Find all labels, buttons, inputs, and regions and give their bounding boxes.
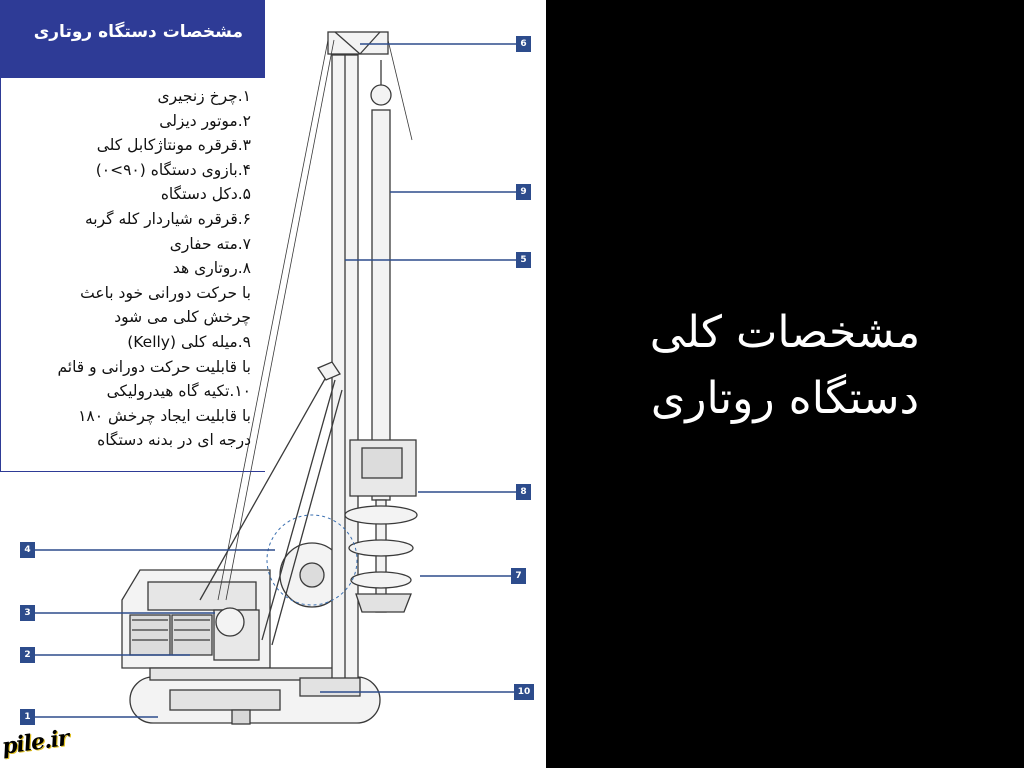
callout-8: 8 <box>516 484 531 500</box>
legend-item: ۹.میله کلی (Kelly) <box>127 332 251 351</box>
callout-6: 6 <box>516 36 531 52</box>
hydraulic-base <box>300 678 360 696</box>
callout-1: 1 <box>20 709 35 725</box>
callout-9: 9 <box>516 184 531 200</box>
legend-item: با قابلیت حرکت دورانی و قائم <box>57 357 251 376</box>
kelly-bar <box>371 60 391 500</box>
logo-text: pile.ir <box>0 724 71 760</box>
slide-title-line-2: دستگاه روتاری <box>650 373 920 424</box>
legend-item: ۱.چرخ زنجیری <box>157 87 251 105</box>
slide-title-line-1: مشخصات کلی <box>649 307 921 358</box>
legend-item: ۱۰.تکیه گاه هیدرولیکی <box>106 382 251 401</box>
legend-item: ۷.مته حفاری <box>169 234 251 253</box>
legend-item: ۳.قرقره مونتاژکابل کلی <box>96 136 251 155</box>
rotary-head <box>350 440 416 496</box>
legend-item: با قابلیت ایجاد چرخش ۱۸۰ <box>78 406 251 425</box>
callout-7: 7 <box>511 568 526 584</box>
legend-header <box>0 0 265 78</box>
site-logo <box>0 724 80 764</box>
slide-title <box>580 300 990 432</box>
legend-item: درجه ای در بدنه دستگاه <box>97 431 251 450</box>
callout-3: 3 <box>20 605 35 621</box>
legend-item: ۲.موتور دیزلی <box>159 111 251 130</box>
callout-4: 4 <box>20 542 35 558</box>
legend-item: ۴.بازوی دستگاه (۹۰>۰) <box>95 160 251 179</box>
callout-10: 10 <box>514 684 534 700</box>
legend-item: ۸.روتاری هد <box>172 259 251 278</box>
legend-item: ۶.قرقره شیاردار کله گربه <box>84 209 251 228</box>
legend-item: ۵.دکل دستگاه <box>160 185 251 204</box>
legend-item: چرخش کلی می شود <box>114 308 251 327</box>
callout-5: 5 <box>516 252 531 268</box>
legend-box <box>0 78 265 472</box>
legend-title: مشخصات دستگاه روتاری <box>33 22 243 42</box>
legend-list <box>11 84 251 453</box>
callout-2: 2 <box>20 647 35 663</box>
legend-item: با حرکت دورانی خود باعث <box>80 283 251 302</box>
